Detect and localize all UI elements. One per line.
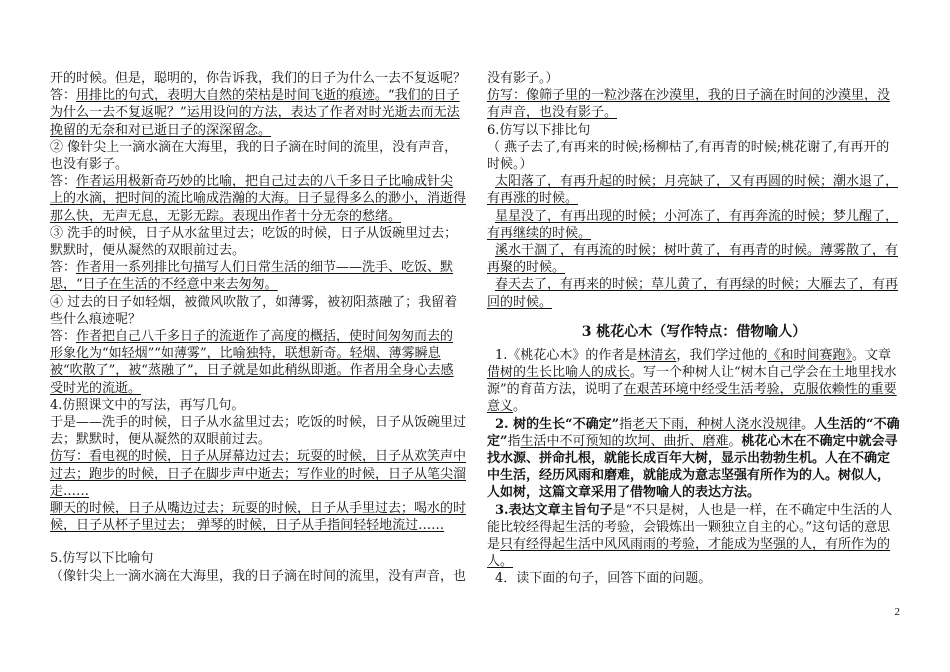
exercise-heading: 4.仿照课文中的写法，再写几句。 (50, 397, 245, 413)
imitation-answer: 星星没了，有再出现的时候；小河冻了，有再奔流的时候；梦儿醒了，有再继续的时候。 (487, 208, 899, 241)
bold-term: 3.表达文章主旨句子 (495, 502, 613, 518)
text-run: 。写一个种树人让“树木自己学会在土地里找水源”的育苗方法，说明了 (487, 365, 897, 398)
text-run: 。文章 (851, 347, 891, 363)
text-run: 。 (728, 433, 742, 449)
key-answer: 借树的生长比喻人的成长 (487, 365, 631, 381)
answer-text: 作者把自己八千多日子的流逝作了高度的概括，使时间匆匆而去的形象化为“如轻烟”“如薄雾”，比喻独特，联想新奇。 (50, 329, 454, 362)
key-answer: 在艰苦环境中经受生活考验，克服依赖性的重要意义 (487, 382, 897, 415)
passage-text: ③ 洗手的时候，日子从水盆里过去；吃饭的时候，日子从饭碗里过去；默默时，便从凝然的双眼前过去。 (50, 225, 458, 259)
answer-paragraph (50, 87, 466, 139)
bold-summary: 桃花心木在不确定中就会寻找水源、拼命扎根，就能长成百年大树，显示出勃勃生机。人在不确定中生活，经历风雨和磨难，就能成为意志坚强有所作为的人。树似人，人如树，这篇文章采用了借物喻人的表达方法。 (487, 433, 898, 501)
example-text: （像针尖上一滴水滴在大海里，我的日子滴在时间的流里，没有声音，也 (50, 568, 467, 584)
passage-text: ④ 过去的日子如轻烟，被微风吹散了，如薄雾，被初阳蒸融了；我留着些什么痕迹呢？ (50, 294, 458, 327)
bold-term: 人生活的“不确定” (487, 416, 900, 449)
work-title: 《和时间赛跑》 (767, 347, 852, 363)
bold-term: 2. 树的生长“不确定” (495, 416, 620, 432)
spacer (50, 534, 466, 550)
lesson-point-4: 4．读下面的句子，回答下面的问题。 (495, 571, 712, 587)
example-text: 没有影子。） (487, 71, 559, 86)
passage-text: 开的时候。但是，聪明的，你告诉我，我们的日子为什么一去不复返呢？ (50, 71, 467, 86)
imitation-answer: 聊天的时候，日子从嘴边过去；玩耍的时候，日子从手里过去；喝水的时候，日子从杯子里过去； 弹琴的时候，日子从手指间轻轻地流过…… (50, 501, 467, 534)
answer-text: 作者用一系列排比句描写人们日常生活的细节——洗手、吃饭、默思，“日子在生活的不经意中来去匆匆。 (50, 260, 454, 293)
section-title: 3 桃花心木（写作特点：借物喻人） (581, 323, 807, 340)
lesson-point-3 (487, 502, 901, 571)
answer-paragraph (50, 173, 466, 225)
lesson-point-1 (487, 347, 901, 416)
imitation-answer: 仿写：像筛子里的一粒沙落在沙漠里，我的日子滴在时间的沙漠里，没有声音，也没有影子。 (487, 88, 891, 121)
imitation-answer: 溪水干涸了，有再流的时候；树叶黄了，有再青的时候。薄雾散了，有再聚的时候。 (487, 243, 899, 276)
key-answer: 生活中不可预知的坎坷、曲折、磨难 (520, 433, 729, 449)
author-name: 林清玄 (637, 347, 677, 363)
answer-label: 答： (50, 329, 77, 345)
text-run: ，我们学过他的 (676, 347, 768, 363)
answer-label: 答： (50, 174, 77, 190)
answer-text: 轻烟、薄雾瞬息被“吹散了”，被“蒸融了”，日子就是如此稍纵即逝。作者用全身心去感受时光的流逝。 (50, 346, 454, 396)
answer-paragraph (50, 328, 466, 397)
text-run: 指 (619, 416, 633, 432)
key-answer: 老天下雨，种树人浇水没规律 (632, 416, 802, 432)
example-text: 于是——洗手的时候，日子从水盆里过去；吃饭的时候，日子从饭碗里过去；默默时，便从凝然的双眼前过去。 (50, 415, 467, 448)
text-run: 。 (513, 399, 527, 415)
answer-text: 作者运用极新奇巧妙的比喻，把自己过去的八千多日子比喻成针尖上的水滴，把时间的流比喻成浩瀚的大海。日子显得多么的渺小，消逝得那么快，无声无息，无影无踪。表现出作者十分无奈的愁绪。 (50, 174, 467, 224)
imitation-answer: 春天去了，有再来的时候；草儿黄了，有再绿的时候；大雁去了，有再回的时候。 (487, 277, 899, 310)
right-column (487, 70, 901, 588)
text-run: 。 (801, 416, 815, 432)
left-column (50, 70, 466, 585)
answer-label: 答： (50, 88, 77, 104)
passage-text: ② 像针尖上一滴水滴在大海里，我的日子滴在时间的流里，没有声音，也没有影子。 (50, 139, 458, 173)
exercise-heading: 6.仿写以下排比句 (487, 122, 591, 138)
text-run: 1.《桃花心木》的作者是 (495, 347, 638, 363)
key-answer: 只有经得起生活中风风雨雨的考验，才能成为坚强的人，有所作为的人。 (487, 537, 891, 570)
example-text: （ 燕子去了,有再来的时候;杨柳枯了,有再青的时候;桃花谢了,有再开的时候。） (487, 139, 890, 173)
page-number: 2 (894, 606, 900, 618)
exercise-heading: 5.仿写以下比喻句 (50, 551, 154, 567)
text-run: 指 (507, 433, 521, 449)
imitation-answer: 仿写：看电视的时候，日子从屏幕边过去；玩耍的时候，日子从欢笑声中过去；跑步的时候，日子在脚步声中逝去；写作业的时候，日子从笔尖溜走…… (50, 449, 467, 499)
answer-label: 答： (50, 260, 77, 276)
text-run: 是“不只是树，人也是一样，在不确定中生活的人能比较经得起生活的考验，会锻炼出一颗独立自主的心。”这句话的意思是 (487, 502, 893, 553)
imitation-answer: 太阳落了，有再升起的时候；月亮缺了，又有再圆的时候；潮水退了，有再涨的时候。 (487, 174, 899, 207)
lesson-point-2 (487, 416, 901, 502)
answer-text: 用排比的句式，表明大自然的荣枯是时间飞逝的痕迹。“我们的日子为什么一去不复返呢？”运用设问的方法，表达了作者对时光逝去而无法挽留的无奈和对已逝日子的深深留念。 (50, 88, 460, 138)
answer-paragraph (50, 259, 466, 293)
